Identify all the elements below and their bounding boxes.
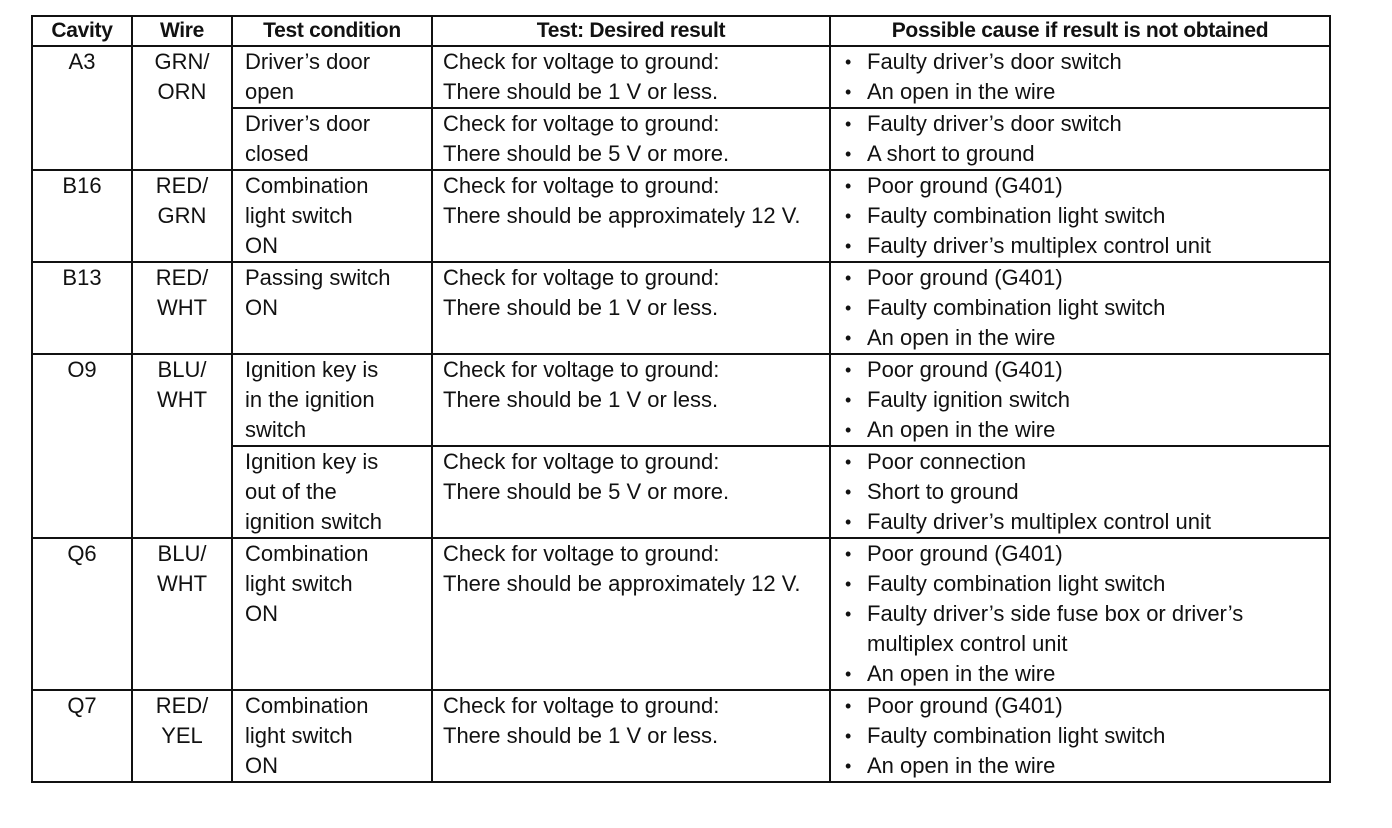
cause-text: • Faulty ignition switch [867, 387, 1070, 412]
wire-cell [132, 262, 232, 354]
possible-cause-cell [830, 46, 1330, 108]
test-condition-cell [232, 690, 432, 782]
cause-item [843, 691, 1329, 721]
possible-cause-cell [830, 262, 1330, 354]
header-possible-cause: Possible cause if result is not obtained [830, 16, 1330, 46]
wire-text: RED/ GRN [155, 173, 209, 228]
cause-text: • Short to ground [867, 479, 1019, 504]
cause-text: • Faulty driver’s side fuse box or driver’s multiplex control unit [867, 601, 1244, 656]
cause-text: • Faulty combination light switch [867, 571, 1166, 596]
cause-text: • An open in the wire [867, 753, 1056, 778]
cause-text: • An open in the wire [867, 417, 1056, 442]
cause-item [843, 263, 1329, 293]
desired-result-text: Check for voltage to ground: There should be 5 V or more. [443, 111, 730, 166]
cause-text: • Poor ground (G401) [867, 173, 1063, 198]
cause-text: • Faulty driver’s multiplex control unit [867, 509, 1211, 534]
table-body [32, 46, 1330, 782]
cavity-cell: B16 [32, 170, 132, 262]
desired-result-cell [432, 446, 830, 538]
desired-result-cell [432, 170, 830, 262]
wire-text: RED/ WHT [155, 265, 209, 320]
cause-text: • Poor ground (G401) [867, 357, 1063, 382]
cause-item [843, 47, 1329, 77]
cause-item [843, 385, 1329, 415]
cause-text: • Faulty combination light switch [867, 203, 1166, 228]
possible-cause-cell [830, 170, 1330, 262]
test-condition-text: Ignition key is in the ignition switch [245, 357, 379, 442]
desired-result-text: Check for voltage to ground: There should be 1 V or less. [443, 357, 720, 412]
desired-result-text: Check for voltage to ground: There should be 5 V or more. [443, 449, 730, 504]
cause-text: • Poor ground (G401) [867, 693, 1063, 718]
cause-text: • An open in the wire [867, 661, 1056, 686]
cause-item [843, 507, 1329, 537]
cause-item [843, 355, 1329, 385]
desired-result-text: Check for voltage to ground: There should be 1 V or less. [443, 49, 720, 104]
wire-text: RED/ YEL [155, 693, 209, 748]
cause-text: • Faulty combination light switch [867, 295, 1166, 320]
cause-list [831, 539, 1329, 689]
desired-result-cell [432, 46, 830, 108]
test-condition-cell [232, 170, 432, 262]
cause-item [843, 323, 1329, 353]
wire-cell [132, 690, 232, 782]
desired-result-text: Check for voltage to ground: There should be approximately 12 V. [443, 173, 801, 228]
possible-cause-cell [830, 108, 1330, 170]
cause-item [843, 77, 1329, 107]
desired-result-text: Check for voltage to ground: There should be approximately 12 V. [443, 541, 801, 596]
cause-list [831, 355, 1329, 445]
cause-list [831, 47, 1329, 107]
test-condition-text: Passing switch ON [245, 265, 391, 320]
cause-text: • An open in the wire [867, 325, 1056, 350]
header-row [32, 16, 1330, 46]
desired-result-cell [432, 354, 830, 446]
cavity-cell: B13 [32, 262, 132, 354]
cause-text: • Poor ground (G401) [867, 265, 1063, 290]
cause-text: • Faulty driver’s door switch [867, 111, 1122, 136]
cause-text: • A short to ground [867, 141, 1035, 166]
cause-list [831, 691, 1329, 781]
possible-cause-cell [830, 690, 1330, 782]
header-test-condition: Test condition [232, 16, 432, 46]
table-row [32, 170, 1330, 262]
desired-result-text: Check for voltage to ground: There should be 1 V or less. [443, 265, 720, 320]
cause-text: • Faulty driver’s door switch [867, 49, 1122, 74]
table-row [32, 538, 1330, 690]
wire-text: BLU/ WHT [156, 541, 208, 596]
wire-cell [132, 46, 232, 170]
test-condition-cell [232, 538, 432, 690]
table-row [32, 46, 1330, 108]
cause-item [843, 721, 1329, 751]
wire-text: BLU/ WHT [156, 357, 208, 412]
cause-text: • Poor ground (G401) [867, 541, 1063, 566]
desired-result-cell [432, 690, 830, 782]
test-table [31, 15, 1331, 783]
cause-text: • Faulty combination light switch [867, 723, 1166, 748]
header-desired-result: Test: Desired result [432, 16, 830, 46]
wire-cell [132, 354, 232, 538]
test-condition-cell [232, 354, 432, 446]
cause-list [831, 109, 1329, 169]
test-condition-cell [232, 446, 432, 538]
table-row [32, 354, 1330, 446]
cause-item [843, 751, 1329, 781]
cause-item [843, 599, 1329, 659]
cause-item [843, 139, 1329, 169]
test-condition-text: Driver’s door closed [245, 111, 371, 166]
cause-item [843, 447, 1329, 477]
cause-item [843, 415, 1329, 445]
cause-item [843, 659, 1329, 689]
test-condition-cell [232, 108, 432, 170]
cause-item [843, 109, 1329, 139]
desired-result-cell [432, 108, 830, 170]
test-condition-text: Combination light switch ON [245, 693, 369, 778]
possible-cause-cell [830, 446, 1330, 538]
cause-list [831, 171, 1329, 261]
cavity-cell: Q6 [32, 538, 132, 690]
test-condition-text: Driver’s door open [245, 49, 371, 104]
table-row [32, 262, 1330, 354]
wire-cell [132, 170, 232, 262]
test-condition-cell [232, 46, 432, 108]
cause-list [831, 447, 1329, 537]
table-row [32, 690, 1330, 782]
desired-result-text: Check for voltage to ground: There should be 1 V or less. [443, 693, 720, 748]
header-cavity: Cavity [32, 16, 132, 46]
test-condition-cell [232, 262, 432, 354]
wire-text: GRN/ ORN [154, 49, 210, 104]
test-condition-text: Ignition key is out of the ignition switch [245, 449, 382, 534]
test-condition-text: Combination light switch ON [245, 541, 369, 626]
cause-list [831, 263, 1329, 353]
cause-item [843, 231, 1329, 261]
possible-cause-cell [830, 354, 1330, 446]
desired-result-cell [432, 262, 830, 354]
cause-text: • An open in the wire [867, 79, 1056, 104]
desired-result-cell [432, 538, 830, 690]
wire-cell [132, 538, 232, 690]
cause-item [843, 171, 1329, 201]
cavity-cell: Q7 [32, 690, 132, 782]
test-condition-text: Combination light switch ON [245, 173, 369, 258]
cavity-cell: A3 [32, 46, 132, 170]
cause-item [843, 293, 1329, 323]
cause-item [843, 477, 1329, 507]
cause-text: • Poor connection [867, 449, 1026, 474]
cause-item [843, 201, 1329, 231]
cause-item [843, 569, 1329, 599]
cavity-cell: O9 [32, 354, 132, 538]
header-wire: Wire [132, 16, 232, 46]
cause-text: • Faulty driver’s multiplex control unit [867, 233, 1211, 258]
cause-item [843, 539, 1329, 569]
possible-cause-cell [830, 538, 1330, 690]
